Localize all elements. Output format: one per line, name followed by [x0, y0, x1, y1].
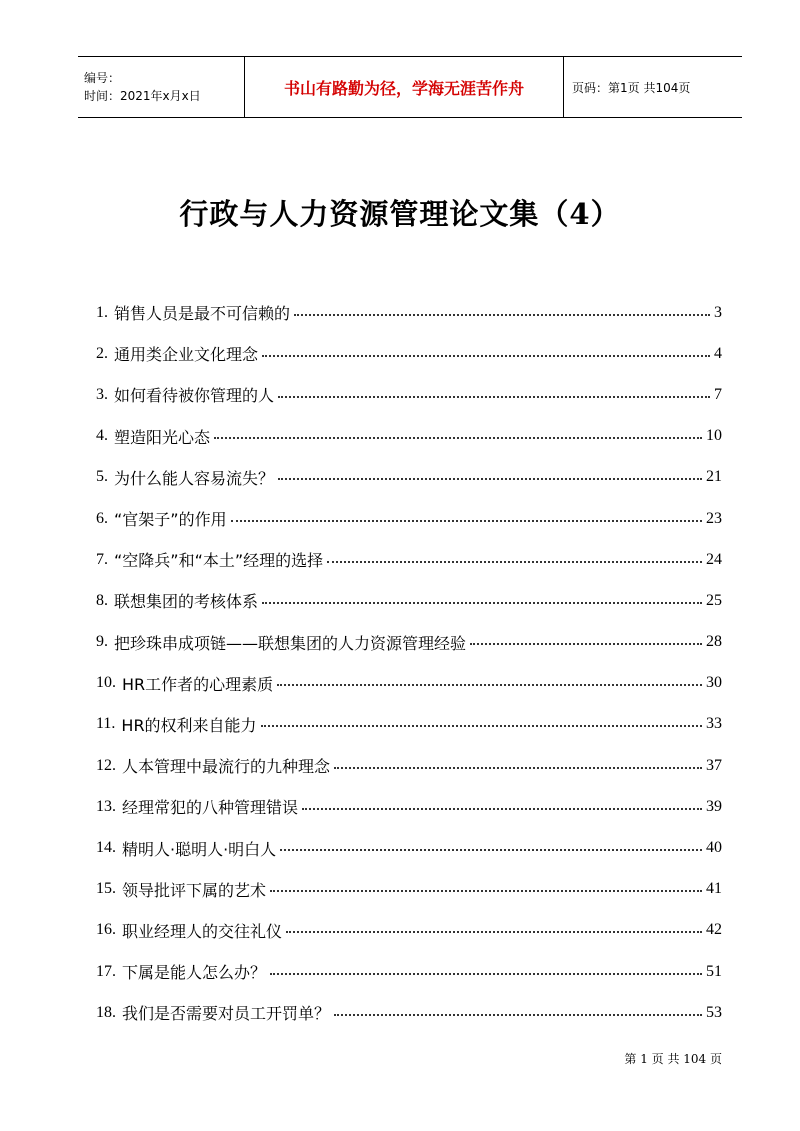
toc-entry-number: 8.	[96, 591, 108, 609]
toc-entry-title: 联想集团的考核体系	[114, 592, 259, 612]
toc-dot-leader	[231, 520, 702, 522]
toc-entry-title: 我们是否需要对员工开罚单？	[122, 1004, 331, 1024]
table-of-contents	[96, 292, 722, 1033]
toc-entry[interactable]	[96, 457, 722, 498]
toc-entry[interactable]	[96, 539, 722, 580]
toc-entry-number: 15.	[96, 880, 116, 898]
toc-entry-title: 把珍珠串成项链——联想集团的人力资源管理经验	[114, 633, 467, 653]
toc-dot-leader	[270, 890, 702, 892]
toc-dot-leader	[262, 355, 710, 357]
toc-entry-page: 40	[706, 839, 722, 857]
toc-entry[interactable]	[96, 416, 722, 457]
header-motto: 书山有路勤为径，学海无涯苦作舟	[283, 78, 524, 98]
toc-entry-number: 1.	[96, 303, 108, 321]
toc-entry[interactable]	[96, 663, 722, 704]
toc-entry[interactable]	[96, 827, 722, 868]
toc-dot-leader	[214, 437, 702, 439]
document-title: 行政与人力资源管理论文集（4）	[179, 197, 621, 231]
toc-entry-number: 11.	[96, 715, 116, 733]
toc-entry-title: 领导批评下属的艺术	[122, 880, 267, 900]
toc-entry-number: 17.	[96, 962, 116, 980]
toc-entry[interactable]	[96, 992, 722, 1033]
toc-entry-number: 16.	[96, 921, 116, 939]
toc-entry-page: 28	[706, 633, 722, 651]
toc-entry-title: 通用类企业文化理念	[114, 345, 259, 365]
header-number-label: 编号：	[84, 71, 121, 85]
toc-entry[interactable]	[96, 622, 722, 663]
toc-entry-page: 51	[706, 962, 722, 980]
toc-dot-leader	[302, 808, 702, 810]
toc-dot-leader	[334, 767, 702, 769]
toc-entry-title: 人本管理中最流行的九种理念	[122, 757, 331, 777]
toc-entry-page: 4	[714, 344, 722, 362]
toc-entry-number: 10.	[96, 674, 116, 692]
toc-dot-leader	[262, 602, 702, 604]
toc-entry[interactable]	[96, 910, 722, 951]
toc-entry-title: 职业经理人的交往礼仪	[122, 921, 283, 941]
toc-entry-page: 21	[706, 468, 722, 486]
toc-dot-leader	[286, 931, 702, 933]
toc-entry-title: “官架子”的作用	[114, 510, 227, 530]
toc-entry-page: 24	[706, 550, 722, 568]
header-time-label: 时间：2021年x月x日	[84, 89, 201, 103]
toc-entry-page: 37	[706, 756, 722, 774]
toc-entry-title: 为什么能人容易流失？	[114, 468, 275, 488]
toc-entry[interactable]	[96, 333, 722, 374]
toc-entry-number: 5.	[96, 468, 108, 486]
toc-dot-leader	[270, 973, 702, 975]
toc-entry[interactable]	[96, 951, 722, 992]
toc-entry[interactable]	[96, 786, 722, 827]
toc-entry[interactable]	[96, 704, 722, 745]
toc-entry-page: 23	[706, 509, 722, 527]
toc-entry-page: 33	[706, 715, 722, 733]
toc-entry-number: 14.	[96, 839, 116, 857]
toc-entry-title: 塑造阳光心态	[114, 427, 211, 447]
header-meta	[78, 57, 244, 117]
toc-entry-title: 销售人员是最不可信赖的	[114, 304, 291, 324]
toc-entry-page: 41	[706, 880, 722, 898]
toc-entry[interactable]	[96, 745, 722, 786]
toc-entry-title: 下属是能人怎么办？	[122, 963, 267, 983]
header-motto-cell	[244, 57, 564, 117]
toc-entry-number: 13.	[96, 797, 116, 815]
toc-entry-number: 6.	[96, 509, 108, 527]
toc-entry-number: 12.	[96, 756, 116, 774]
toc-entry-title: HR工作者的心理素质	[122, 674, 274, 694]
toc-entry-number: 2.	[96, 344, 108, 362]
toc-entry-title: 如何看待被你管理的人	[114, 386, 275, 406]
toc-dot-leader	[278, 396, 710, 398]
toc-entry-page: 39	[706, 797, 722, 815]
header-page-label: 页码：第1页 共104页	[572, 80, 691, 95]
page-header	[78, 56, 742, 118]
toc-entry[interactable]	[96, 869, 722, 910]
toc-entry-title: “空降兵”和“本土”经理的选择	[114, 551, 324, 571]
toc-entry-number: 9.	[96, 633, 108, 651]
toc-entry[interactable]	[96, 580, 722, 621]
toc-entry-title: HR的权利来自能力	[121, 715, 257, 735]
toc-entry-title: 精明人·聪明人·明白人	[122, 839, 277, 859]
toc-entry-number: 7.	[96, 550, 108, 568]
toc-entry-page: 3	[714, 303, 722, 321]
toc-dot-leader	[470, 643, 702, 645]
toc-dot-leader	[280, 849, 702, 851]
toc-entry-page: 42	[706, 921, 722, 939]
toc-dot-leader	[327, 561, 702, 563]
toc-dot-leader	[278, 478, 702, 480]
toc-dot-leader	[294, 314, 710, 316]
toc-entry-number: 4.	[96, 427, 108, 445]
toc-entry[interactable]	[96, 292, 722, 333]
page-footer: 第 1 页 共 104 页	[624, 1052, 722, 1066]
toc-entry[interactable]	[96, 498, 722, 539]
toc-dot-leader	[261, 725, 702, 727]
toc-entry-page: 10	[706, 427, 722, 445]
toc-entry[interactable]	[96, 374, 722, 415]
toc-entry-page: 30	[706, 674, 722, 692]
toc-entry-page: 25	[706, 591, 722, 609]
toc-dot-leader	[277, 684, 702, 686]
toc-entry-number: 18.	[96, 1003, 116, 1021]
header-page-cell	[564, 57, 690, 117]
toc-entry-page: 7	[714, 385, 722, 403]
toc-entry-number: 3.	[96, 385, 108, 403]
toc-entry-page: 53	[706, 1003, 722, 1021]
toc-entry-title: 经理常犯的八种管理错误	[122, 798, 299, 818]
toc-dot-leader	[334, 1014, 702, 1016]
